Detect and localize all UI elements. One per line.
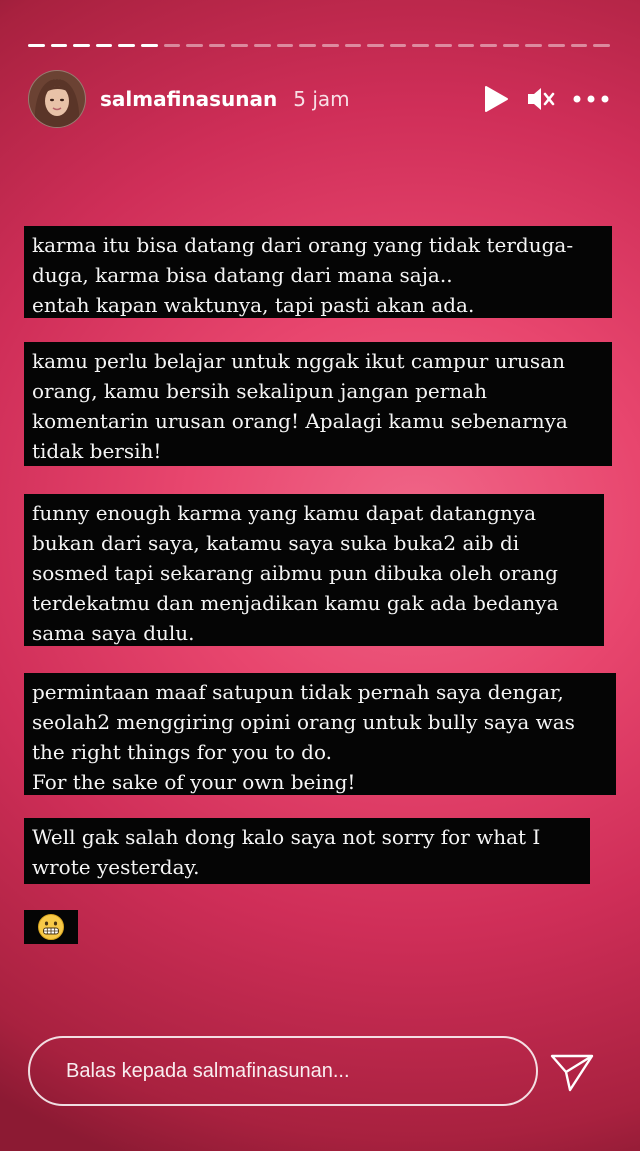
story-progress-segment	[186, 44, 203, 47]
story-progress-segment	[51, 44, 68, 47]
story-progress-segment	[480, 44, 497, 47]
story-progress-segment	[571, 44, 588, 47]
username[interactable]: salmafinasunan	[100, 87, 278, 111]
story-progress-segment	[390, 44, 407, 47]
story-progress-segment	[28, 44, 45, 47]
story-progress-segment	[96, 44, 113, 47]
story-progress-segment	[141, 44, 158, 47]
story-timestamp: 5 jam	[293, 87, 350, 111]
story-progress-segment	[73, 44, 90, 47]
story-progress-segment	[209, 44, 226, 47]
story-progress-bar	[28, 44, 610, 48]
story-controls	[482, 84, 610, 114]
text-block-1: karma itu bisa datang dari orang yang tidak terduga- duga, karma bisa datang dari mana saja.. entah kapan waktunya, tapi pasti akan ada.	[24, 226, 612, 318]
story-progress-segment	[367, 44, 384, 47]
emoji-sticker	[24, 910, 78, 944]
text-block-5: Well gak salah dong kalo saya not sorry for what I wrote yesterday.	[24, 818, 590, 884]
story-progress-segment	[118, 44, 135, 47]
text-block-3: funny enough karma yang kamu dapat datangnya bukan dari saya, katamu saya suka buka2 aib di sosmed tapi sekarang aibmu pun dibuka oleh orang terdekatmu dan menjadikan kamu gak ada bedanya sama saya dulu.	[24, 494, 604, 646]
avatar-image	[29, 71, 85, 127]
story-progress-segment	[435, 44, 452, 47]
grimacing-face-icon	[37, 913, 65, 941]
story-progress-segment	[525, 44, 542, 47]
text-block-4: permintaan maaf satupun tidak pernah saya dengar, seolah2 menggiring opini orang untuk bully saya was the right things for you to do. For the sake of your own being!	[24, 673, 616, 795]
story-progress-segment	[299, 44, 316, 47]
story-progress-segment	[593, 44, 610, 47]
story-progress-segment	[322, 44, 339, 47]
story-progress-segment	[548, 44, 565, 47]
story-progress-segment	[458, 44, 475, 47]
story-progress-segment	[254, 44, 271, 47]
story-progress-segment	[277, 44, 294, 47]
text-block-2: kamu perlu belajar untuk nggak ikut campur urusan orang, kamu bersih sekalipun jangan pernah komentarin urusan orang! Apalagi kamu sebenarnya tidak bersih!	[24, 342, 612, 466]
more-icon[interactable]	[572, 94, 610, 104]
story-progress-segment	[412, 44, 429, 47]
avatar[interactable]	[28, 70, 86, 128]
play-icon[interactable]	[482, 84, 510, 114]
reply-placeholder: Balas kepada salmafinasunan...	[66, 1059, 350, 1082]
story-progress-segment	[503, 44, 520, 47]
story-progress-segment	[345, 44, 362, 47]
story-progress-segment	[231, 44, 248, 47]
story-header	[28, 70, 610, 128]
mute-icon[interactable]	[526, 85, 556, 113]
reply-input[interactable]	[28, 1036, 538, 1106]
send-icon[interactable]	[548, 1050, 596, 1094]
story-progress-segment	[164, 44, 181, 47]
